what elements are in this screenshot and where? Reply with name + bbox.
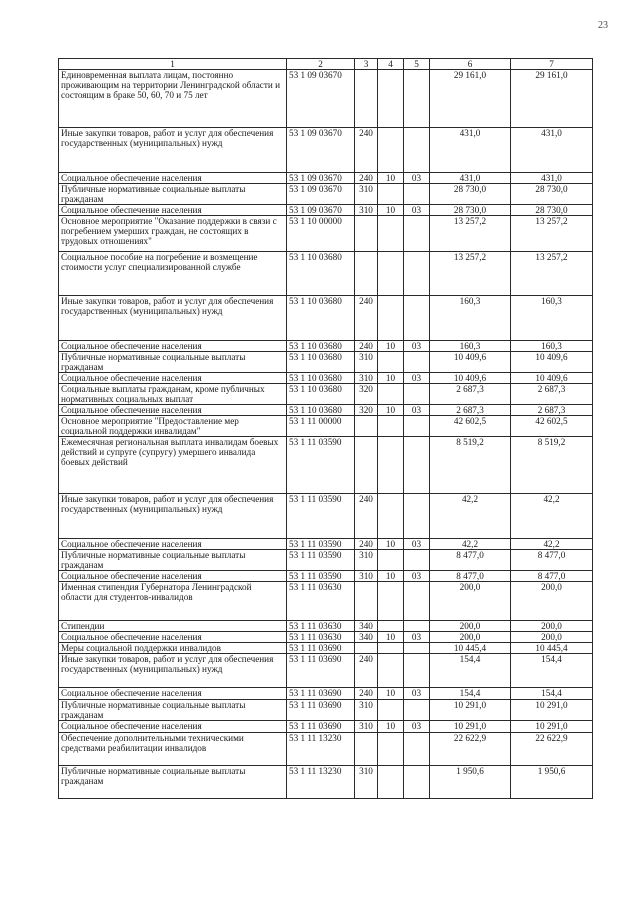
amount-year1-cell: 8 477,0 (430, 571, 511, 582)
table-row (59, 341, 593, 352)
expense-type-cell (355, 252, 378, 296)
section-cell (378, 252, 404, 296)
amount-year2-cell: 1 950,6 (511, 766, 593, 799)
item-name-cell: Обеспечение дополнительными техническими средствами реабилитации инвалидов (59, 733, 287, 766)
section-cell: 10 (378, 173, 404, 184)
subsection-cell: 03 (404, 341, 430, 352)
amount-year1-cell: 200,0 (430, 621, 511, 632)
item-name-cell: Публичные нормативные социальные выплаты гражданам (59, 550, 287, 571)
item-name-cell: Меры социальной поддержки инвалидов (59, 643, 287, 654)
item-name-cell: Основное мероприятие "Предоставление мер социальной поддержки инвалидам" (59, 416, 287, 437)
expense-type-cell (355, 216, 378, 252)
amount-year1-cell: 29 161,0 (430, 70, 511, 128)
table-row (59, 296, 593, 341)
target-code-cell: 53 1 11 13230 (287, 733, 355, 766)
target-code-cell: 53 1 10 03680 (287, 405, 355, 416)
table-row (59, 571, 593, 582)
target-code-cell: 53 1 11 03630 (287, 582, 355, 621)
subsection-cell (404, 621, 430, 632)
subsection-cell: 03 (404, 539, 430, 550)
item-name-cell: Социальное обеспечение населения (59, 571, 287, 582)
table-row (59, 205, 593, 216)
amount-year2-cell: 28 730,0 (511, 205, 593, 216)
subsection-cell: 03 (404, 721, 430, 733)
amount-year1-cell: 431,0 (430, 173, 511, 184)
amount-year1-cell: 22 622,9 (430, 733, 511, 766)
table-row (59, 184, 593, 205)
subsection-cell (404, 643, 430, 654)
section-cell (378, 70, 404, 128)
subsection-cell: 03 (404, 632, 430, 643)
amount-year1-cell: 160,3 (430, 341, 511, 352)
section-cell (378, 296, 404, 341)
item-name-cell: Социальное обеспечение населения (59, 373, 287, 384)
amount-year1-cell: 28 730,0 (430, 184, 511, 205)
target-code-cell: 53 1 09 03670 (287, 70, 355, 128)
section-cell: 10 (378, 405, 404, 416)
item-name-cell: Публичные нормативные социальные выплаты гражданам (59, 700, 287, 721)
target-code-cell: 53 1 09 03670 (287, 205, 355, 216)
subsection-cell (404, 654, 430, 688)
subsection-cell: 03 (404, 571, 430, 582)
table-row (59, 539, 593, 550)
item-name-cell: Социальное обеспечение населения (59, 539, 287, 550)
amount-year1-cell: 10 409,6 (430, 352, 511, 373)
subsection-cell (404, 184, 430, 205)
expense-type-cell: 310 (355, 721, 378, 733)
amount-year2-cell: 8 477,0 (511, 550, 593, 571)
amount-year1-cell: 10 409,6 (430, 373, 511, 384)
amount-year2-cell: 160,3 (511, 296, 593, 341)
amount-year1-cell: 8 519,2 (430, 437, 511, 494)
amount-year2-cell: 10 445,4 (511, 643, 593, 654)
table-row (59, 352, 593, 373)
amount-year2-cell: 42 602,5 (511, 416, 593, 437)
amount-year2-cell: 10 291,0 (511, 700, 593, 721)
amount-year2-cell: 13 257,2 (511, 216, 593, 252)
section-cell (378, 384, 404, 405)
item-name-cell: Социальное обеспечение населения (59, 632, 287, 643)
item-name-cell: Публичные нормативные социальные выплаты гражданам (59, 352, 287, 373)
amount-year1-cell: 2 687,3 (430, 384, 511, 405)
target-code-cell: 53 1 11 03630 (287, 621, 355, 632)
amount-year2-cell: 431,0 (511, 128, 593, 173)
section-cell: 10 (378, 632, 404, 643)
expense-type-cell: 340 (355, 632, 378, 643)
amount-year2-cell: 431,0 (511, 173, 593, 184)
target-code-cell: 53 1 11 03590 (287, 494, 355, 539)
table-row (59, 173, 593, 184)
table-row (59, 700, 593, 721)
amount-year2-cell: 28 730,0 (511, 184, 593, 205)
section-cell: 10 (378, 688, 404, 700)
table-row (59, 621, 593, 632)
amount-year1-cell: 10 445,4 (430, 643, 511, 654)
amount-year1-cell: 13 257,2 (430, 216, 511, 252)
subsection-cell (404, 550, 430, 571)
amount-year2-cell: 2 687,3 (511, 384, 593, 405)
subsection-cell (404, 416, 430, 437)
amount-year1-cell: 154,4 (430, 654, 511, 688)
target-code-cell: 53 1 11 03590 (287, 437, 355, 494)
section-cell (378, 128, 404, 173)
table-row (59, 416, 593, 437)
expense-type-cell: 240 (355, 494, 378, 539)
table-row (59, 494, 593, 539)
amount-year2-cell: 22 622,9 (511, 733, 593, 766)
target-code-cell: 53 1 11 00000 (287, 416, 355, 437)
amount-year1-cell: 431,0 (430, 128, 511, 173)
item-name-cell: Социальные выплаты гражданам, кроме публичных нормативных социальных выплат (59, 384, 287, 405)
section-cell: 10 (378, 539, 404, 550)
section-cell (378, 494, 404, 539)
header-cell: 1 (59, 59, 287, 70)
subsection-cell (404, 582, 430, 621)
amount-year2-cell: 200,0 (511, 632, 593, 643)
expense-type-cell: 310 (355, 205, 378, 216)
expense-type-cell: 310 (355, 550, 378, 571)
header-cell: 2 (287, 59, 355, 70)
item-name-cell: Именная стипендия Губернатора Ленинградской области для студентов-инвалидов (59, 582, 287, 621)
section-cell (378, 733, 404, 766)
expense-type-cell: 310 (355, 700, 378, 721)
expense-type-cell: 310 (355, 373, 378, 384)
header-cell: 6 (430, 59, 511, 70)
table-row (59, 766, 593, 799)
target-code-cell: 53 1 11 03690 (287, 700, 355, 721)
amount-year2-cell: 160,3 (511, 341, 593, 352)
expense-type-cell: 240 (355, 173, 378, 184)
amount-year2-cell: 8 477,0 (511, 571, 593, 582)
table-row (59, 733, 593, 766)
target-code-cell: 53 1 11 03590 (287, 550, 355, 571)
table-row (59, 384, 593, 405)
amount-year1-cell: 8 477,0 (430, 550, 511, 571)
expense-type-cell: 240 (355, 539, 378, 550)
amount-year2-cell: 29 161,0 (511, 70, 593, 128)
item-name-cell: Ежемесячная региональная выплата инвалидам боевых действий и супруге (супругу) умершего инвалида боевых действий (59, 437, 287, 494)
amount-year2-cell: 42,2 (511, 539, 593, 550)
subsection-cell: 03 (404, 405, 430, 416)
target-code-cell: 53 1 11 03690 (287, 643, 355, 654)
item-name-cell: Основное мероприятие "Оказание поддержки в связи с погребением умерших граждан, не состоящих в трудовых отношениях" (59, 216, 287, 252)
amount-year2-cell: 200,0 (511, 582, 593, 621)
table-row (59, 70, 593, 128)
subsection-cell (404, 733, 430, 766)
target-code-cell: 53 1 11 03590 (287, 571, 355, 582)
item-name-cell: Социальное пособие на погребение и возмещение стоимости услуг специализированной службе (59, 252, 287, 296)
item-name-cell: Иные закупки товаров, работ и услуг для обеспечения государственных (муниципальных) нужд (59, 654, 287, 688)
table-row (59, 405, 593, 416)
item-name-cell: Иные закупки товаров, работ и услуг для обеспечения государственных (муниципальных) нужд (59, 494, 287, 539)
amount-year2-cell: 200,0 (511, 621, 593, 632)
expense-type-cell: 320 (355, 384, 378, 405)
amount-year1-cell: 10 291,0 (430, 721, 511, 733)
subsection-cell: 03 (404, 688, 430, 700)
item-name-cell: Социальное обеспечение населения (59, 173, 287, 184)
target-code-cell: 53 1 10 03680 (287, 252, 355, 296)
target-code-cell: 53 1 11 13230 (287, 766, 355, 799)
item-name-cell: Социальное обеспечение населения (59, 205, 287, 216)
target-code-cell: 53 1 10 03680 (287, 352, 355, 373)
target-code-cell: 53 1 11 03690 (287, 688, 355, 700)
subsection-cell (404, 437, 430, 494)
subsection-cell (404, 700, 430, 721)
section-cell (378, 582, 404, 621)
amount-year1-cell: 10 291,0 (430, 700, 511, 721)
expense-type-cell (355, 582, 378, 621)
subsection-cell (404, 128, 430, 173)
page-number: 23 (598, 20, 608, 31)
expense-type-cell: 320 (355, 405, 378, 416)
target-code-cell: 53 1 11 03590 (287, 539, 355, 550)
subsection-cell: 03 (404, 373, 430, 384)
amount-year1-cell: 42,2 (430, 494, 511, 539)
item-name-cell: Социальное обеспечение населения (59, 688, 287, 700)
amount-year2-cell: 2 687,3 (511, 405, 593, 416)
amount-year2-cell: 8 519,2 (511, 437, 593, 494)
table-row (59, 437, 593, 494)
header-cell: 7 (511, 59, 593, 70)
subsection-cell (404, 296, 430, 341)
section-cell: 10 (378, 341, 404, 352)
amount-year2-cell: 42,2 (511, 494, 593, 539)
amount-year1-cell: 154,4 (430, 688, 511, 700)
target-code-cell: 53 1 11 03690 (287, 654, 355, 688)
expense-type-cell: 310 (355, 352, 378, 373)
amount-year1-cell: 42 602,5 (430, 416, 511, 437)
item-name-cell: Социальное обеспечение населения (59, 721, 287, 733)
subsection-cell (404, 352, 430, 373)
table-row (59, 654, 593, 688)
table-row (59, 688, 593, 700)
amount-year2-cell: 10 409,6 (511, 373, 593, 384)
item-name-cell: Единовременная выплата лицам, постоянно проживающим на территории Ленинградской области и состоящим в браке 50, 60, 70 и 75 лет (59, 70, 287, 128)
target-code-cell: 53 1 11 03630 (287, 632, 355, 643)
section-cell (378, 766, 404, 799)
table-row (59, 373, 593, 384)
expense-type-cell: 240 (355, 296, 378, 341)
item-name-cell: Публичные нормативные социальные выплаты гражданам (59, 766, 287, 799)
subsection-cell (404, 216, 430, 252)
amount-year1-cell: 200,0 (430, 632, 511, 643)
section-cell: 10 (378, 721, 404, 733)
item-name-cell: Публичные нормативные социальные выплаты гражданам (59, 184, 287, 205)
table-row (59, 582, 593, 621)
subsection-cell (404, 70, 430, 128)
subsection-cell: 03 (404, 173, 430, 184)
budget-table (58, 58, 593, 799)
target-code-cell: 53 1 11 03690 (287, 721, 355, 733)
expense-type-cell (355, 733, 378, 766)
subsection-cell (404, 252, 430, 296)
subsection-cell: 03 (404, 205, 430, 216)
table-row (59, 721, 593, 733)
target-code-cell: 53 1 10 03680 (287, 384, 355, 405)
expense-type-cell (355, 643, 378, 654)
table-row (59, 216, 593, 252)
section-cell (378, 184, 404, 205)
amount-year1-cell: 200,0 (430, 582, 511, 621)
table-header-row (59, 59, 593, 70)
expense-type-cell (355, 70, 378, 128)
amount-year1-cell: 160,3 (430, 296, 511, 341)
expense-type-cell (355, 416, 378, 437)
section-cell (378, 216, 404, 252)
section-cell (378, 654, 404, 688)
expense-type-cell: 240 (355, 654, 378, 688)
header-cell: 3 (355, 59, 378, 70)
expense-type-cell (355, 437, 378, 494)
table-row (59, 128, 593, 173)
target-code-cell: 53 1 09 03670 (287, 128, 355, 173)
item-name-cell: Социальное обеспечение населения (59, 405, 287, 416)
expense-type-cell: 240 (355, 128, 378, 173)
amount-year2-cell: 10 409,6 (511, 352, 593, 373)
target-code-cell: 53 1 09 03670 (287, 173, 355, 184)
subsection-cell (404, 494, 430, 539)
target-code-cell: 53 1 10 00000 (287, 216, 355, 252)
section-cell (378, 643, 404, 654)
subsection-cell (404, 384, 430, 405)
expense-type-cell: 240 (355, 341, 378, 352)
amount-year2-cell: 154,4 (511, 688, 593, 700)
target-code-cell: 53 1 10 03680 (287, 373, 355, 384)
expense-type-cell: 310 (355, 184, 378, 205)
section-cell: 10 (378, 571, 404, 582)
expense-type-cell: 240 (355, 688, 378, 700)
item-name-cell: Иные закупки товаров, работ и услуг для обеспечения государственных (муниципальных) нужд (59, 296, 287, 341)
item-name-cell: Стипендии (59, 621, 287, 632)
amount-year1-cell: 13 257,2 (430, 252, 511, 296)
table-row (59, 632, 593, 643)
table-row (59, 643, 593, 654)
target-code-cell: 53 1 10 03680 (287, 341, 355, 352)
section-cell (378, 700, 404, 721)
amount-year1-cell: 2 687,3 (430, 405, 511, 416)
amount-year1-cell: 28 730,0 (430, 205, 511, 216)
header-cell: 4 (378, 59, 404, 70)
section-cell: 10 (378, 373, 404, 384)
header-cell: 5 (404, 59, 430, 70)
section-cell (378, 437, 404, 494)
section-cell (378, 550, 404, 571)
subsection-cell (404, 766, 430, 799)
amount-year2-cell: 154,4 (511, 654, 593, 688)
section-cell: 10 (378, 205, 404, 216)
item-name-cell: Иные закупки товаров, работ и услуг для обеспечения государственных (муниципальных) нужд (59, 128, 287, 173)
amount-year1-cell: 1 950,6 (430, 766, 511, 799)
section-cell (378, 416, 404, 437)
amount-year1-cell: 42,2 (430, 539, 511, 550)
expense-type-cell: 340 (355, 621, 378, 632)
amount-year2-cell: 10 291,0 (511, 721, 593, 733)
expense-type-cell: 310 (355, 571, 378, 582)
amount-year2-cell: 13 257,2 (511, 252, 593, 296)
table-row (59, 550, 593, 571)
item-name-cell: Социальное обеспечение населения (59, 341, 287, 352)
target-code-cell: 53 1 09 03670 (287, 184, 355, 205)
section-cell (378, 352, 404, 373)
section-cell (378, 621, 404, 632)
table-row (59, 252, 593, 296)
expense-type-cell: 310 (355, 766, 378, 799)
target-code-cell: 53 1 10 03680 (287, 296, 355, 341)
